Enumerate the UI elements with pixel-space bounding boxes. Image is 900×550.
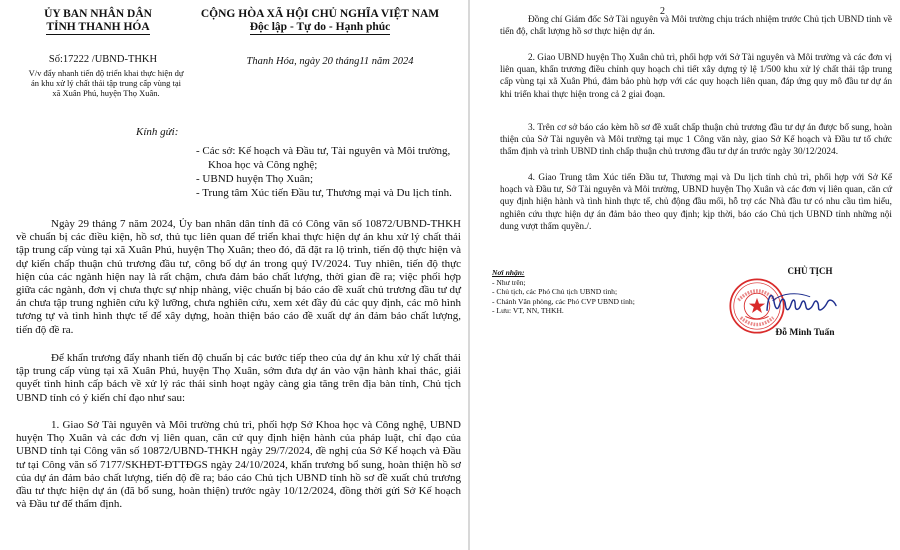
body-paragraph: 4. Giao Trung tâm Xúc tiến Đầu tư, Thương mại và Du lịch tỉnh chủ trì, phối hợp với Sở Kế hoạch và Đầu tư, Sở Tài nguyên và Môi trường, UBND huyện Thọ Xuân và các đơn vị liên quan, căn cứ quy định hiện hành và tình hình thực tế, chủ động đầu mối, hỗ trợ các Nhà đầu tư có nhu cầu tìm hiểu, nghiên cứu thực hiện dự án đảm bảo theo quy định; kịp thời, báo cáo Chủ tịch UBND tỉnh những nội dung vượt thẩm quyền./. [500, 173, 892, 232]
document-subject: V/v đẩy nhanh tiến độ triển khai thực hiện dự án khu xử lý chất thải tập trung cấp vùng tại xã Xuân Phú, huyện Thọ Xuân. [28, 68, 184, 98]
national-motto [185, 21, 455, 34]
issuer-name: ỦY BAN NHÂN DÂN [44, 8, 152, 20]
issuer-province [18, 21, 178, 34]
signer-title: CHỦ TỊCH [787, 266, 833, 276]
recipient-item: - UBND huyện Thọ Xuân; [196, 173, 314, 185]
place-and-date: Thanh Hóa, ngày 20 tháng11 năm 2024 [246, 56, 414, 67]
national-title: CỘNG HÒA XÃ HỘI CHỦ NGHĨA VIỆT NAM [200, 8, 440, 20]
recipients-footer [492, 268, 722, 316]
signature-icon [762, 286, 842, 320]
recipients-footer-item: - Chủ tịch, các Phó Chủ tịch UBND tỉnh; [492, 287, 618, 297]
recipients-footer-label: Nơi nhận: [492, 268, 525, 277]
recipients-footer-item: - Như trên; [492, 277, 526, 287]
body-paragraph: Đồng chí Giám đốc Sở Tài nguyên và Môi trường chịu trách nhiệm trước Chủ tịch UBND tỉnh về tiến độ, chất lượng hồ sơ thực hiện dự án. [500, 15, 892, 38]
issuer-province-text: TỈNH THANH HÓA [46, 21, 150, 33]
document-page-2 [470, 0, 900, 550]
body-paragraph: Để khẩn trương đẩy nhanh tiến độ chuẩn bị các bước tiếp theo của dự án khu xử lý chất thải tập trung cấp vùng tại xã Xuân Phú, huyện Thọ Xuân, sớm đưa dự án vào vận hành khai thác, giải quyết tình hình cấp bách về xử lý rác thải sinh hoạt ngày càng gia tăng trên địa bàn tỉnh, Chủ tịch UBND tỉnh có ý kiến chỉ đạo như sau: [16, 352, 461, 404]
body-paragraph: Ngày 29 tháng 7 năm 2024, Ủy ban nhân dân tỉnh đã có Công văn số 10872/UBND-THKH về chuẩn bị các điều kiện, hồ sơ, thủ tục liên quan để triển khai thực hiện dự án khu xử lý chất thải tập trung cấp vùng tại xã Xuân Phú, huyện Thọ Xuân; theo đó, đã đặt ra lộ trình, tiến độ thực hiện và dự kiến chấp thuận chủ trương đầu tư, công bố dự án trong quý IV/2024. Tuy nhiên, tiến độ thực hiện của các ngành hiện nay là rất chậm, chưa đảm bảo chất lượng, thời gian đề ra; việc phối hợp giữa các ngành, đơn vị chưa thực sự nhịp nhàng, việc chuẩn bị báo cáo đề xuất chủ trương đầu tư dự án chưa tập trung nghiên cứu kỹ lưỡng, chưa nghiên cứu, xem xét đầy đủ các quy định, các mô hình tương tự và tình hình thực tế để xây dựng, hoàn thiện báo cáo đề xuất dự án đảm bảo chất lượng, tiến độ đề ra. [16, 218, 461, 336]
salutation-label: Kính gửi: [136, 126, 179, 138]
body-paragraph: 2. Giao UBND huyện Thọ Xuân chủ trì, phối hợp với Sở Tài nguyên và Môi trường và các đơn vị liên quan, khẩn trương điều chỉnh quy hoạch chi tiết xây dựng tỷ lệ 1/500 khu xử lý chất thải tập trung cấp vùng tại xã Xuân Phú, đảm bảo phù hợp với các quy hoạch liên quan, đáp ứng quy mô đầu tư dự án khi triển khai thực hiện trong cả 2 giai đoạn. [500, 53, 892, 100]
national-motto-text: Độc lập - Tự do - Hạnh phúc [249, 21, 391, 33]
document-number: Số:17222 /UBND-THKH [48, 54, 158, 65]
recipient-item: - Các sở: Kế hoạch và Đầu tư, Tài nguyên và Môi trường, Khoa học và Công nghệ; [196, 145, 451, 171]
body-paragraph: 1. Giao Sở Tài nguyên và Môi trường chủ trì, phối hợp Sở Khoa học và Công nghệ, UBND huyện Thọ Xuân và các đơn vị liên quan, căn cứ quy định hiện hành của pháp luật, chỉ đạo của UBND tỉnh tại Công văn số 10872/UBND-THKH ngày 29/7/2024, đề nghị của Sở Kế hoạch và Đầu tư tại Công văn số 7177/SKHĐT-ĐTTĐGS ngày 24/10/2024, khẩn trương bổ sung, hoàn thiện hồ sơ của dự án đảm bảo chất lượng, tiến độ đề ra; báo cáo Chủ tịch UBND tỉnh hồ sơ đề xuất chủ trương đầu tư thực hiện dự án (đã bổ sung, hoàn thiện) trước ngày 10/12/2024, đồng thời gửi Sở Kế hoạch và Đầu tư để thẩm định. [16, 419, 461, 511]
recipient-item: - Trung tâm Xúc tiến Đầu tư, Thương mại và Du lịch tỉnh. [196, 187, 452, 199]
body-paragraph: 3. Trên cơ sở báo cáo kèm hồ sơ đề xuất chấp thuận chủ trương đầu tư dự án được bổ sung, hoàn thiện của Sở Tài nguyên và Môi trường tại mục 1 Công văn này, giao Sở Kế hoạch và Đầu tư tổ chức thẩm định và trình UBND tỉnh chấp thuận chủ trương đầu tư dự án trước ngày 30/12/2024. [500, 123, 892, 158]
page-number: 2 [660, 6, 665, 17]
signer-name: Đỗ Minh Tuấn [775, 328, 835, 338]
recipients-footer-item: - Lưu: VT, NN, THKH. [492, 306, 564, 316]
recipient-list [196, 144, 461, 200]
recipients-footer-item: - Chánh Văn phòng, các Phó CVP UBND tỉnh; [492, 296, 635, 306]
